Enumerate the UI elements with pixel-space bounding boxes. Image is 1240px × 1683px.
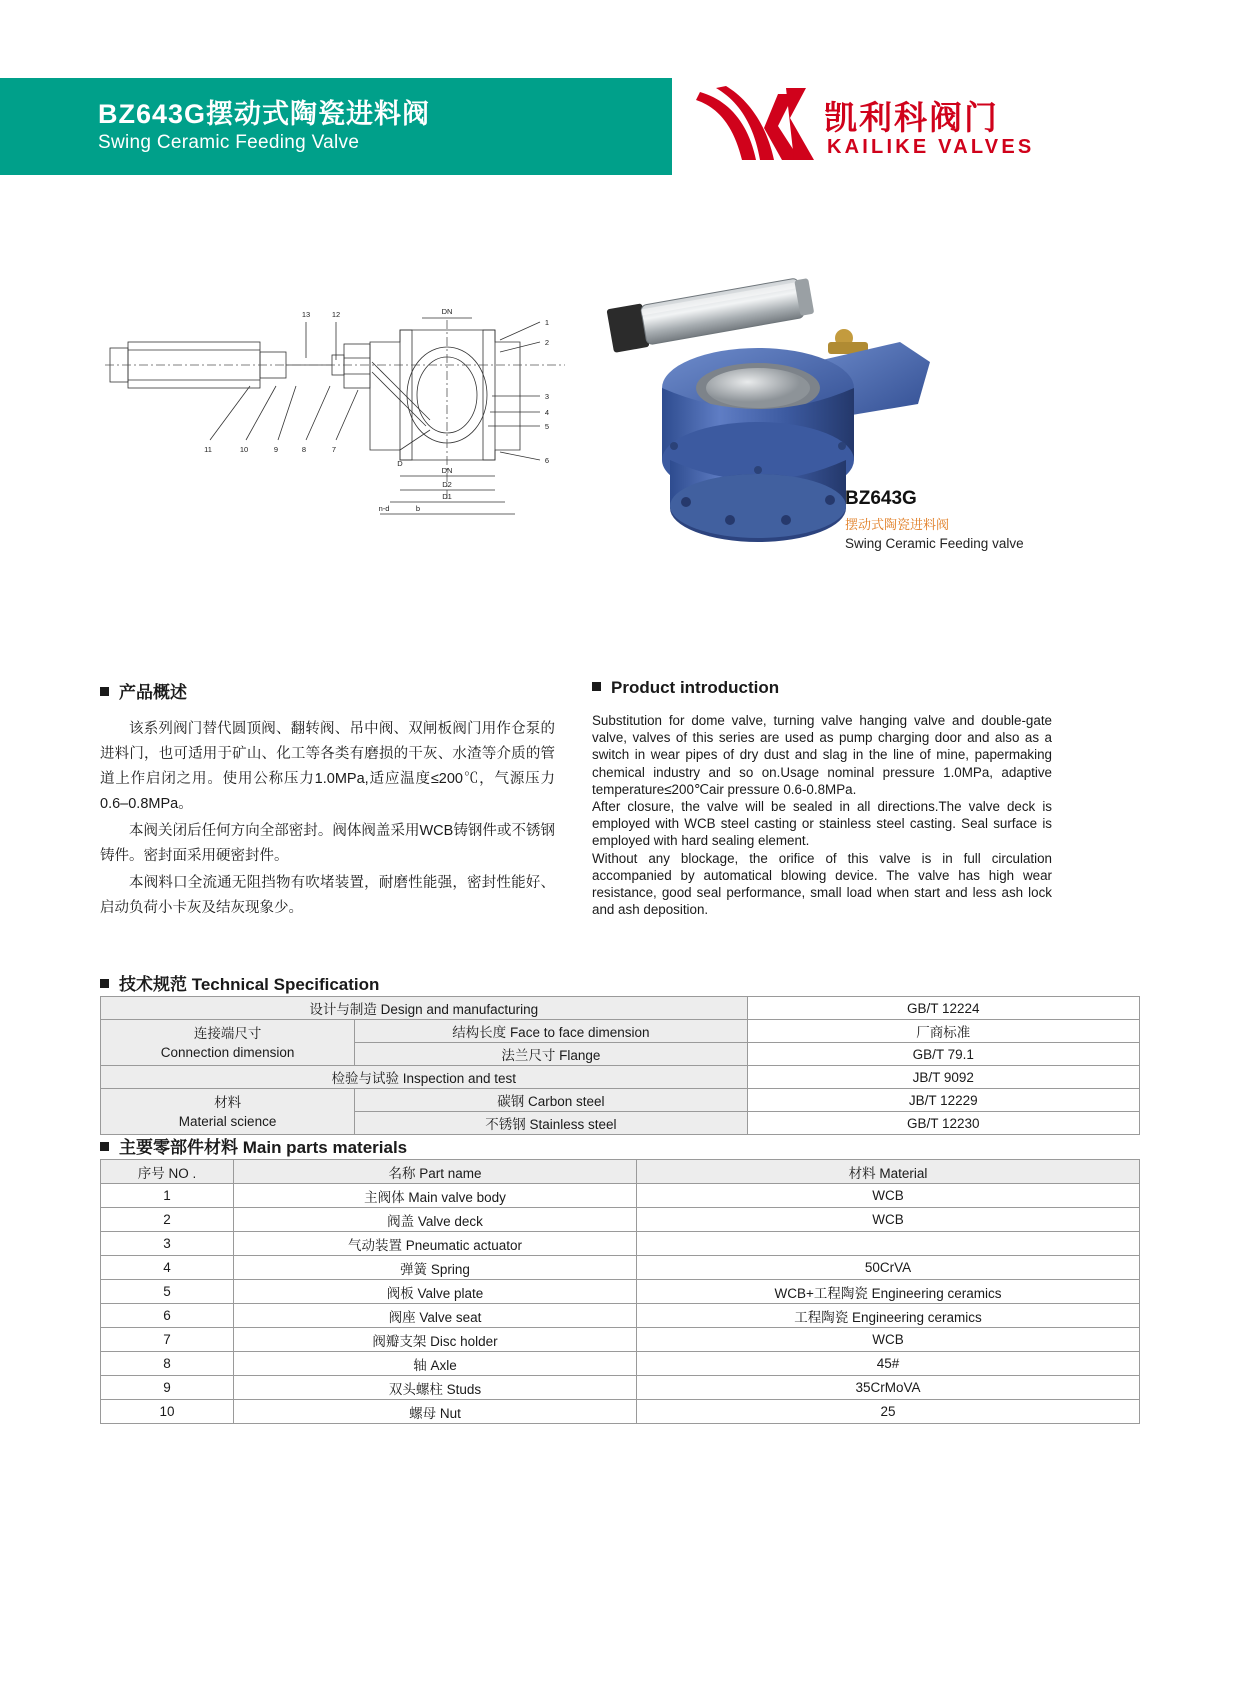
svg-text:DN: DN (441, 466, 453, 475)
intro-en-paragraph: Substitution for dome valve, turning valve hanging valve and double-gate valve, valves of this series are used as pump charging door and also as a switch in wear pipes of dry dust and slag in the line of mine, papermaking chemical industry and so on.Usage nominal pressure 1.0MPa, adaptive temperature≤200℃air pressure 0.6-0.8MPa. (592, 713, 1052, 797)
tech-row-label: 设计与制造 Design and manufacturing (101, 997, 748, 1020)
svg-text:D: D (397, 459, 403, 468)
bullet-square-icon (100, 979, 109, 988)
tech-row-label: 法兰尺寸 Flange (355, 1043, 747, 1066)
tech-row-value: GB/T 12230 (747, 1112, 1139, 1135)
page-title-en: Swing Ceramic Feeding Valve (98, 132, 360, 153)
tech-row-value: GB/T 79.1 (747, 1043, 1139, 1066)
tech-row-label: 不锈钢 Stainless steel (355, 1112, 747, 1135)
part-no: 4 (101, 1256, 234, 1280)
main-parts-materials-table (100, 1159, 1140, 1424)
svg-text:9: 9 (273, 445, 279, 454)
part-name: 气动装置 Pneumatic actuator (234, 1232, 637, 1256)
tech-row-value: JB/T 12229 (747, 1089, 1139, 1112)
intro-en-heading: Product introduction (592, 678, 1052, 698)
part-name: 阀板 Valve plate (234, 1280, 637, 1304)
parts-col-name: 名称 Part name (234, 1160, 637, 1184)
photo-caption-en: Swing Ceramic Feeding valve (845, 536, 1024, 551)
table-row (101, 1280, 1140, 1304)
part-name: 螺母 Nut (234, 1400, 637, 1424)
svg-text:n-d: n-d (378, 504, 390, 513)
part-name: 双头螺柱 Studs (234, 1376, 637, 1400)
part-no: 10 (101, 1400, 234, 1424)
part-name: 阀座 Valve seat (234, 1304, 637, 1328)
svg-text:12: 12 (331, 310, 341, 319)
svg-text:10: 10 (239, 445, 249, 454)
part-material: WCB (637, 1328, 1140, 1352)
photo-caption (845, 488, 1075, 551)
part-name: 主阀体 Main valve body (234, 1184, 637, 1208)
part-no: 8 (101, 1352, 234, 1376)
table-row (101, 1256, 1140, 1280)
part-no: 7 (101, 1328, 234, 1352)
page-header-banner (0, 78, 672, 175)
bullet-square-icon (592, 682, 601, 691)
intro-cn-heading: 产品概述 (100, 678, 555, 703)
part-no: 6 (101, 1304, 234, 1328)
part-material (637, 1232, 1140, 1256)
table-row (101, 1328, 1140, 1352)
brand-name-cn: 凯利科阀门 (824, 99, 999, 136)
intro-en-paragraph: After closure, the valve will be sealed in all directions.The valve deck is employed with WCB steel casting or stainless steel casting. Seal surface is employed with hard sealing element. (592, 799, 1052, 849)
valve-technical-drawing (100, 300, 570, 540)
kailike-k-logo-icon (682, 82, 822, 172)
tech-row-value: GB/T 12224 (747, 997, 1139, 1020)
table-header-row (101, 1160, 1140, 1184)
tech-row-label: 碳钢 Carbon steel (355, 1089, 747, 1112)
part-material: 45# (637, 1352, 1140, 1376)
bullet-square-icon (100, 687, 109, 696)
part-no: 5 (101, 1280, 234, 1304)
part-material: 50CrVA (637, 1256, 1140, 1280)
intro-en-paragraph: Without any blockage, the orifice of this valve is in full circulation accompanied by automatical blowing device. The valve has high wear resistance, good seal performance, small load when start and less ash lock and ash deposition. (592, 850, 1052, 918)
table-row (101, 1376, 1140, 1400)
table-row (101, 1352, 1140, 1376)
part-no: 1 (101, 1184, 234, 1208)
part-material: 工程陶瓷 Engineering ceramics (637, 1304, 1140, 1328)
part-name: 阀盖 Valve deck (234, 1208, 637, 1232)
table-row (101, 1089, 1140, 1112)
svg-text:4: 4 (544, 408, 550, 417)
part-name: 轴 Axle (234, 1352, 637, 1376)
svg-text:7: 7 (331, 445, 337, 454)
tech-row-value: JB/T 9092 (747, 1066, 1139, 1089)
table-row (101, 1232, 1140, 1256)
table-row (101, 1304, 1140, 1328)
bullet-square-icon (100, 1142, 109, 1151)
tech-group-label: 材料 Material science (101, 1089, 355, 1135)
table-row (101, 1208, 1140, 1232)
intro-cn-paragraph: 该系列阀门替代圆顶阀、翻转阀、吊中阀、双闸板阀门用作仓泵的进料门，也可适用于矿山、化工等各类有磨损的干灰、水渣等介质的管道上作启闭之用。使用公称压力1.0MPa,适应温度≤200℃，气源压力0.6–0.8MPa。 (100, 721, 555, 812)
svg-text:5: 5 (544, 422, 550, 431)
parts-col-material: 材料 Material (637, 1160, 1140, 1184)
tech-spec-heading: 技术规范 Technical Specification (100, 970, 379, 995)
part-material: WCB (637, 1208, 1140, 1232)
table-row (101, 1066, 1140, 1089)
parts-col-no: 序号 NO . (101, 1160, 234, 1184)
part-material: WCB (637, 1184, 1140, 1208)
table-row (101, 1020, 1140, 1043)
part-material: 25 (637, 1400, 1140, 1424)
svg-text:13: 13 (301, 310, 311, 319)
brand-logo-area (672, 78, 1072, 175)
table-row (101, 1400, 1140, 1424)
part-material: 35CrMoVA (637, 1376, 1140, 1400)
svg-text:11: 11 (204, 445, 212, 454)
tech-group-label: 连接端尺寸 Connection dimension (101, 1020, 355, 1066)
part-name: 弹簧 Spring (234, 1256, 637, 1280)
tech-row-value: 厂商标准 (747, 1020, 1139, 1043)
svg-text:D2: D2 (442, 480, 452, 489)
page-title-cn: BZ643G摆动式陶瓷进料阀 (98, 99, 431, 129)
product-introduction-en (592, 678, 1052, 918)
product-introduction-cn (100, 678, 555, 923)
part-no: 2 (101, 1208, 234, 1232)
svg-text:b: b (415, 504, 421, 513)
svg-text:3: 3 (544, 392, 550, 401)
photo-caption-cn: 摆动式陶瓷进料阀 (845, 517, 950, 532)
brand-name-en: KAILIKE VALVES (827, 136, 1035, 158)
part-no: 3 (101, 1232, 234, 1256)
svg-text:2: 2 (544, 338, 550, 347)
svg-text:6: 6 (544, 456, 550, 465)
svg-text:1: 1 (544, 318, 550, 327)
technical-specification-table (100, 996, 1140, 1135)
svg-text:8: 8 (301, 445, 307, 454)
intro-cn-paragraph: 本阀料口全流通无阻挡物有吹堵装置，耐磨性能强，密封性能好、启动负荷小卡灰及结灰现象少。 (100, 875, 555, 916)
main-parts-heading: 主要零部件材料 Main parts materials (100, 1133, 407, 1158)
intro-cn-paragraph: 本阀关闭后任何方向全部密封。阀体阀盖采用WCB铸钢件或不锈钢铸件。密封面采用硬密封件。 (100, 823, 555, 864)
part-name: 阀瓣支架 Disc holder (234, 1328, 637, 1352)
photo-model-label: BZ643G (845, 488, 917, 509)
table-row (101, 997, 1140, 1020)
svg-text:D1: D1 (442, 492, 452, 501)
tech-row-label: 检验与试验 Inspection and test (101, 1066, 748, 1089)
table-row (101, 1184, 1140, 1208)
tech-row-label: 结构长度 Face to face dimension (355, 1020, 747, 1043)
part-no: 9 (101, 1376, 234, 1400)
svg-text:DN: DN (441, 307, 453, 316)
part-material: WCB+工程陶瓷 Engineering ceramics (637, 1280, 1140, 1304)
